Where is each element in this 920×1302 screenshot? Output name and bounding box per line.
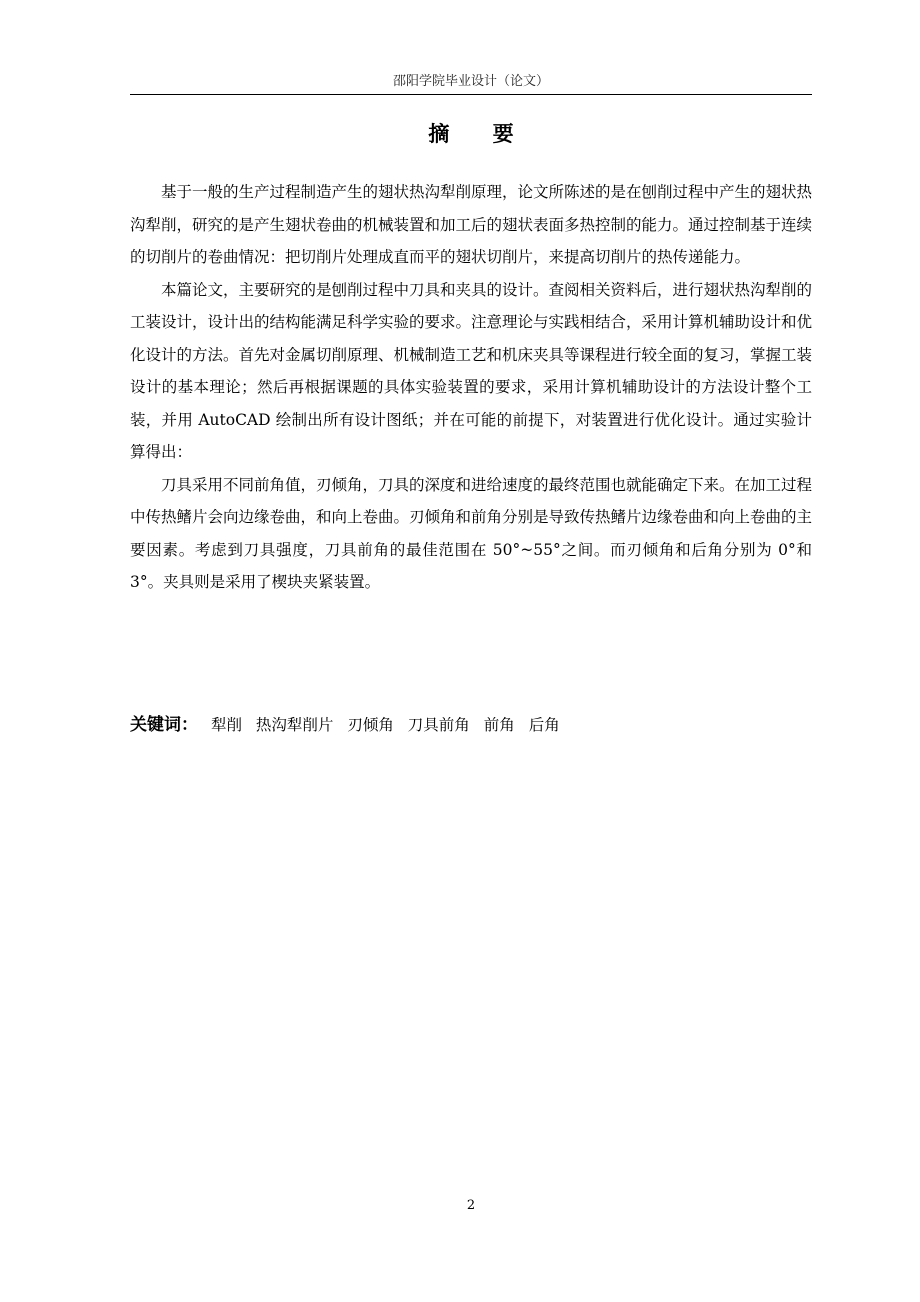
abstract-paragraph-1: 基于一般的生产过程制造产生的翅状热沟犁削原理，论文所陈述的是在刨削过程中产生的翅状热沟犁削，研究的是产生翅状卷曲的机械装置和加工后的翅状表面多热控制的能力。通过控制基于连续的切削片的卷曲情况：把切削片处理成直而平的翅状切削片，来提高切削片的热传递能力。 — [130, 183, 813, 266]
running-header: 邵阳学院毕业设计（论文） — [392, 74, 549, 89]
abstract-title: 摘 要 — [428, 122, 532, 146]
keywords-label: 关键词： — [130, 715, 198, 735]
keyword-item: 犁削 — [210, 716, 242, 734]
keyword-item: 前角 — [483, 716, 515, 734]
abstract-body — [130, 176, 812, 599]
keyword-item: 刀具前角 — [407, 716, 470, 734]
keyword-item: 热沟犁削片 — [255, 716, 334, 734]
keyword-item: 刃倾角 — [347, 716, 394, 734]
header-divider — [130, 94, 812, 95]
keyword-item: 后角 — [528, 716, 560, 734]
keywords-line — [130, 710, 812, 740]
abstract-paragraph-3: 刀具采用不同前角值，刃倾角，刀具的深度和进给速度的最终范围也就能确定下来。在加工过程中传热鳍片会向边缘卷曲，和向上卷曲。刃倾角和前角分别是导致传热鳍片边缘卷曲和向上卷曲的主要因素。考虑到刀具强度，刀具前角的最佳范围在 50°~55°之间。而刃倾角和后角分别为 0°和 3°。夹具则是采用了楔块夹紧装置。 — [130, 475, 813, 591]
page-number: 2 — [466, 1198, 476, 1213]
abstract-paragraph-2: 本篇论文，主要研究的是刨削过程中刀具和夹具的设计。查阅相关资料后，进行翅状热沟犁削的工装设计，设计出的结构能满足科学实验的要求。注意理论与实践相结合，采用计算机辅助设计和优化设计的方法。首先对金属切削原理、机械制造工艺和机床夹具等课程进行较全面的复习，掌握工装设计的基本理论；然后再根据课题的具体实验装置的要求，采用计算机辅助设计的方法设计整个工装，并用 AutoCAD 绘制出所有设计图纸；并在可能的前提下，对装置进行优化设计。通过实验计算得出： — [130, 280, 813, 461]
